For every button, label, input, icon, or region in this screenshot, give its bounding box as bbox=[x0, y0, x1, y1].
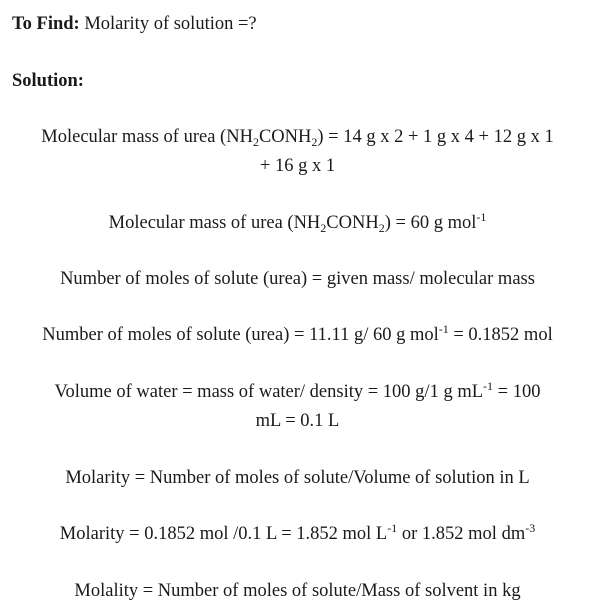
eq-text: = 100 bbox=[493, 382, 541, 402]
to-find-label: To Find: bbox=[12, 14, 80, 34]
molecular-mass-equation-continued bbox=[0, 151, 595, 181]
eq-subscript: 2 bbox=[252, 135, 259, 149]
molecular-mass-result bbox=[0, 208, 595, 238]
eq-text: CONH bbox=[326, 213, 379, 233]
eq-text: Molarity = 0.1852 mol /0.1 L = 1.852 mol L bbox=[59, 524, 388, 544]
eq-text: Molecular mass of urea (NH bbox=[41, 127, 253, 147]
molality-definition bbox=[0, 576, 595, 606]
molarity-calculation bbox=[0, 519, 595, 549]
eq-subscript: 2 bbox=[320, 221, 327, 235]
eq-text: CONH bbox=[258, 127, 312, 147]
eq-text: Molecular mass of urea (NH bbox=[108, 213, 321, 233]
eq-text: mL = 0.1 L bbox=[255, 411, 340, 431]
to-find-text: Molarity of solution =? bbox=[79, 14, 257, 34]
eq-text: Volume of water = mass of water/ density = 100 g/1 g mL bbox=[54, 382, 484, 402]
eq-superscript: -1 bbox=[476, 210, 487, 224]
eq-superscript: -1 bbox=[438, 322, 449, 336]
moles-definition bbox=[0, 264, 595, 294]
eq-text: Molarity = Number of moles of solute/Volume of solution in L bbox=[65, 468, 530, 488]
volume-calculation bbox=[0, 377, 595, 407]
eq-text: Number of moles of solute (urea) = given mass/ molecular mass bbox=[60, 269, 535, 289]
solution-label: Solution: bbox=[12, 71, 84, 91]
eq-superscript: -3 bbox=[525, 521, 536, 535]
eq-text: or 1.852 mol dm bbox=[397, 524, 526, 544]
eq-text: Number of moles of solute (urea) = 11.11 g/ 60 g mol bbox=[42, 325, 439, 345]
eq-text: ) = 60 g mol bbox=[384, 213, 477, 233]
eq-subscript: 2 bbox=[378, 221, 385, 235]
molarity-definition bbox=[0, 463, 595, 493]
molecular-mass-equation bbox=[0, 122, 595, 152]
solution-heading bbox=[12, 66, 84, 96]
eq-text: Molality = Number of moles of solute/Mass of solvent in kg bbox=[74, 581, 521, 601]
eq-superscript: -1 bbox=[387, 521, 398, 535]
eq-text: ) = 14 g x 2 + 1 g x 4 + 12 g x 1 bbox=[317, 127, 554, 147]
eq-text: = 0.1852 mol bbox=[448, 325, 553, 345]
eq-superscript: -1 bbox=[483, 379, 494, 393]
to-find-line bbox=[12, 9, 257, 39]
eq-text: + 16 g x 1 bbox=[259, 156, 336, 176]
moles-calculation bbox=[0, 320, 595, 350]
eq-subscript: 2 bbox=[311, 135, 318, 149]
volume-calculation-continued bbox=[0, 406, 595, 436]
